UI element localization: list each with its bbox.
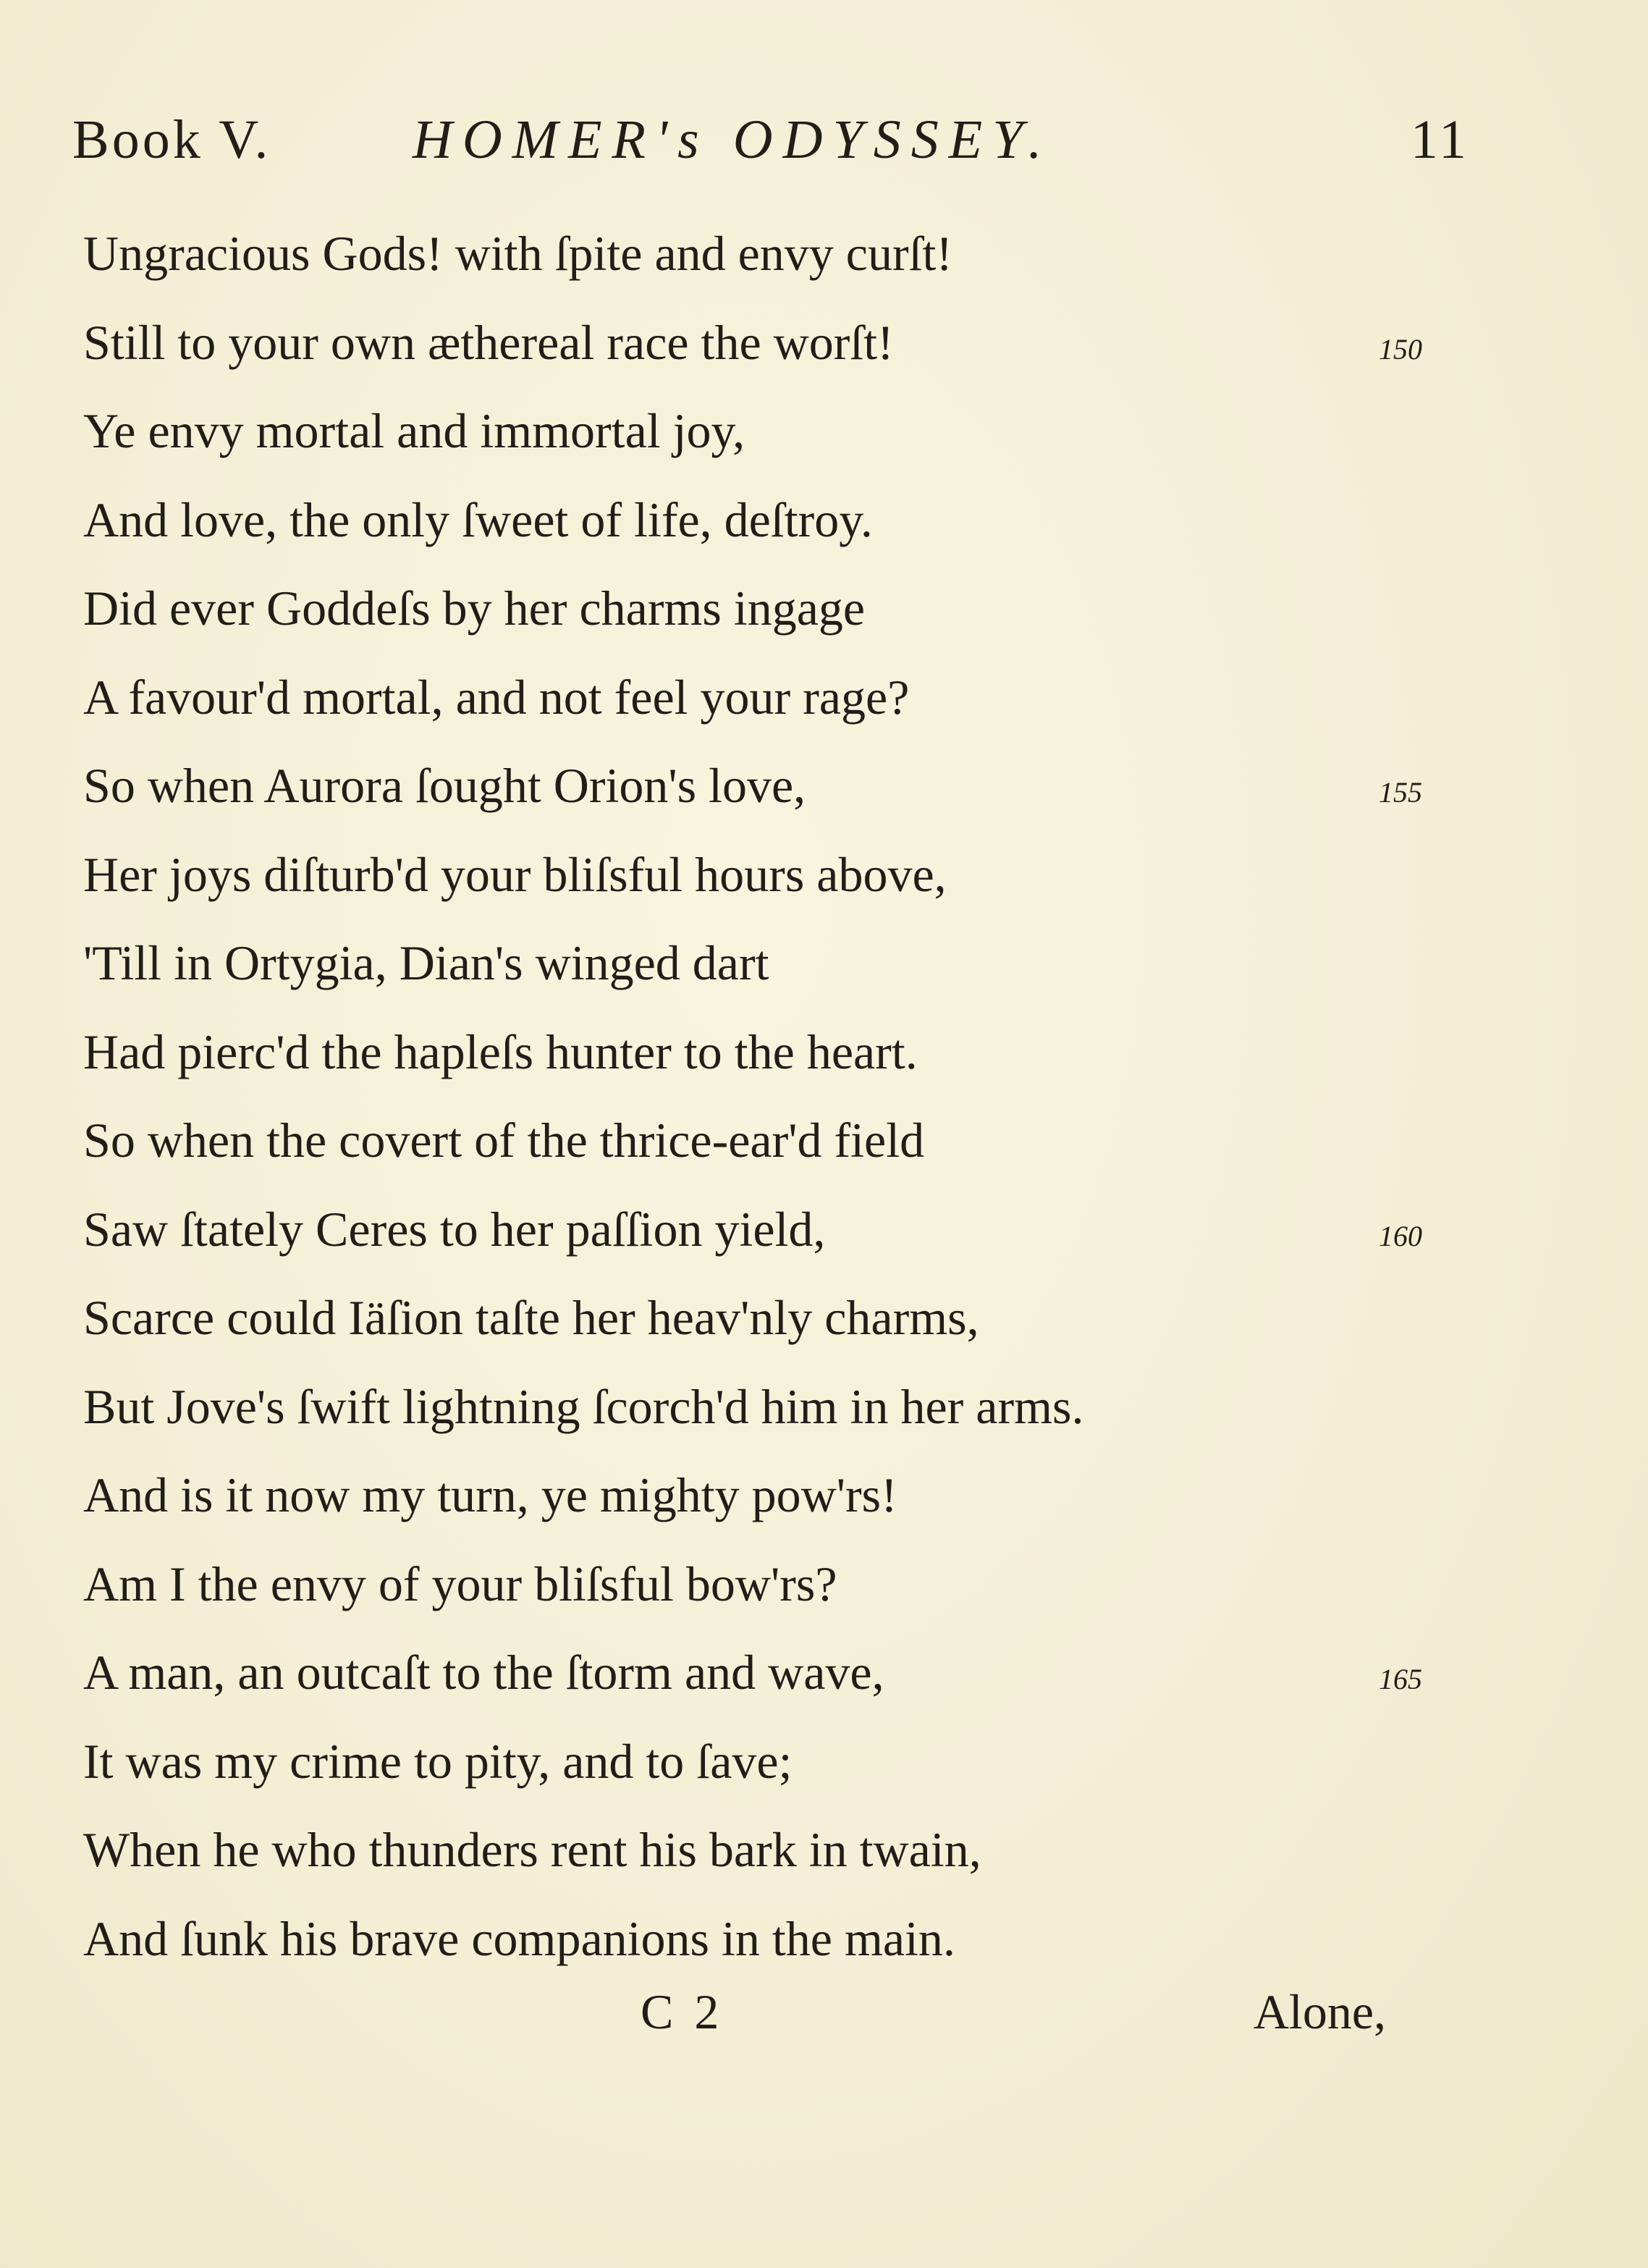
verse-text: Still to your own æthereal race the worſt! — [83, 314, 894, 370]
page-footer — [83, 1984, 1386, 2056]
page-header — [72, 109, 1469, 181]
verse-text: And ſunk his brave companions in the main. — [83, 1910, 955, 1966]
verse-line — [83, 1636, 1458, 1725]
verse-line — [83, 1193, 1458, 1282]
verse-text: So when Aurora ſought Orion's love, — [83, 758, 806, 813]
verse-text: And love, the only ſweet of life, deſtroy. — [83, 492, 873, 547]
verse-text: Did ever Goddeſs by her charms ingage — [83, 581, 866, 636]
verse-list — [83, 217, 1458, 1991]
verse-line — [83, 838, 1458, 927]
verse-line — [83, 572, 1458, 661]
verse-text: When he who thunders rent his bark in twain, — [83, 1822, 981, 1877]
verse-text: And is it now my turn, ye mighty pow'rs! — [83, 1467, 897, 1522]
verse-text: But Jove's ſwift lightning ſcorch'd him in her arms. — [83, 1378, 1084, 1434]
running-head-title: HOMER's ODYSSEY. — [413, 109, 1052, 170]
verse-line — [83, 1548, 1458, 1637]
line-number: 165 — [1379, 1663, 1422, 1695]
line-number: 155 — [1379, 776, 1422, 809]
verse-line — [83, 661, 1458, 750]
verse-line — [83, 1370, 1458, 1459]
verse-line — [83, 484, 1458, 573]
verse-text: 'Till in Ortygia, Dian's winged dart — [83, 935, 769, 990]
verse-text: Had pierc'd the hapleſs hunter to the heart. — [83, 1024, 918, 1079]
line-number: 160 — [1379, 1219, 1422, 1252]
page-number: 11 — [1410, 109, 1469, 170]
verse-line — [83, 217, 1458, 306]
verse-line — [83, 1016, 1458, 1105]
verse-line — [83, 1459, 1458, 1548]
running-head-book: Book V. — [72, 109, 271, 170]
verse-text: A man, an outcaſt to the ſtorm and wave, — [83, 1645, 884, 1700]
verse-line — [83, 1725, 1458, 1814]
verse-text: Ye envy mortal and immortal joy, — [83, 403, 745, 458]
verse-text: Scarce could Iäſion taſte her heav'nly charms, — [83, 1290, 979, 1345]
verse-line — [83, 1813, 1458, 1902]
verse-text: Her joys diſturb'd your bliſsful hours above, — [83, 846, 947, 902]
verse-line — [83, 1902, 1458, 1991]
verse-line — [83, 1104, 1458, 1193]
verse-text: A favour'd mortal, and not feel your rage? — [83, 669, 910, 725]
verse-line — [83, 395, 1458, 484]
verse-line — [83, 1281, 1458, 1370]
verse-line — [83, 306, 1458, 395]
verse-line — [83, 927, 1458, 1016]
verse-text: Am I the envy of your bliſsful bow'rs? — [83, 1556, 837, 1611]
verse-text: Ungracious Gods! with ſpite and envy curſt! — [83, 226, 953, 281]
verse-text: It was my crime to pity, and to ſave; — [83, 1733, 793, 1789]
signature-mark: C 2 — [641, 1984, 724, 2039]
catchword: Alone, — [1253, 1984, 1386, 2039]
verse-line — [83, 749, 1458, 838]
line-number: 150 — [1379, 332, 1422, 366]
verse-text: So when the covert of the thrice-ear'd field — [83, 1113, 925, 1168]
verse-text: Saw ſtately Ceres to her paſſion yield, — [83, 1201, 826, 1257]
